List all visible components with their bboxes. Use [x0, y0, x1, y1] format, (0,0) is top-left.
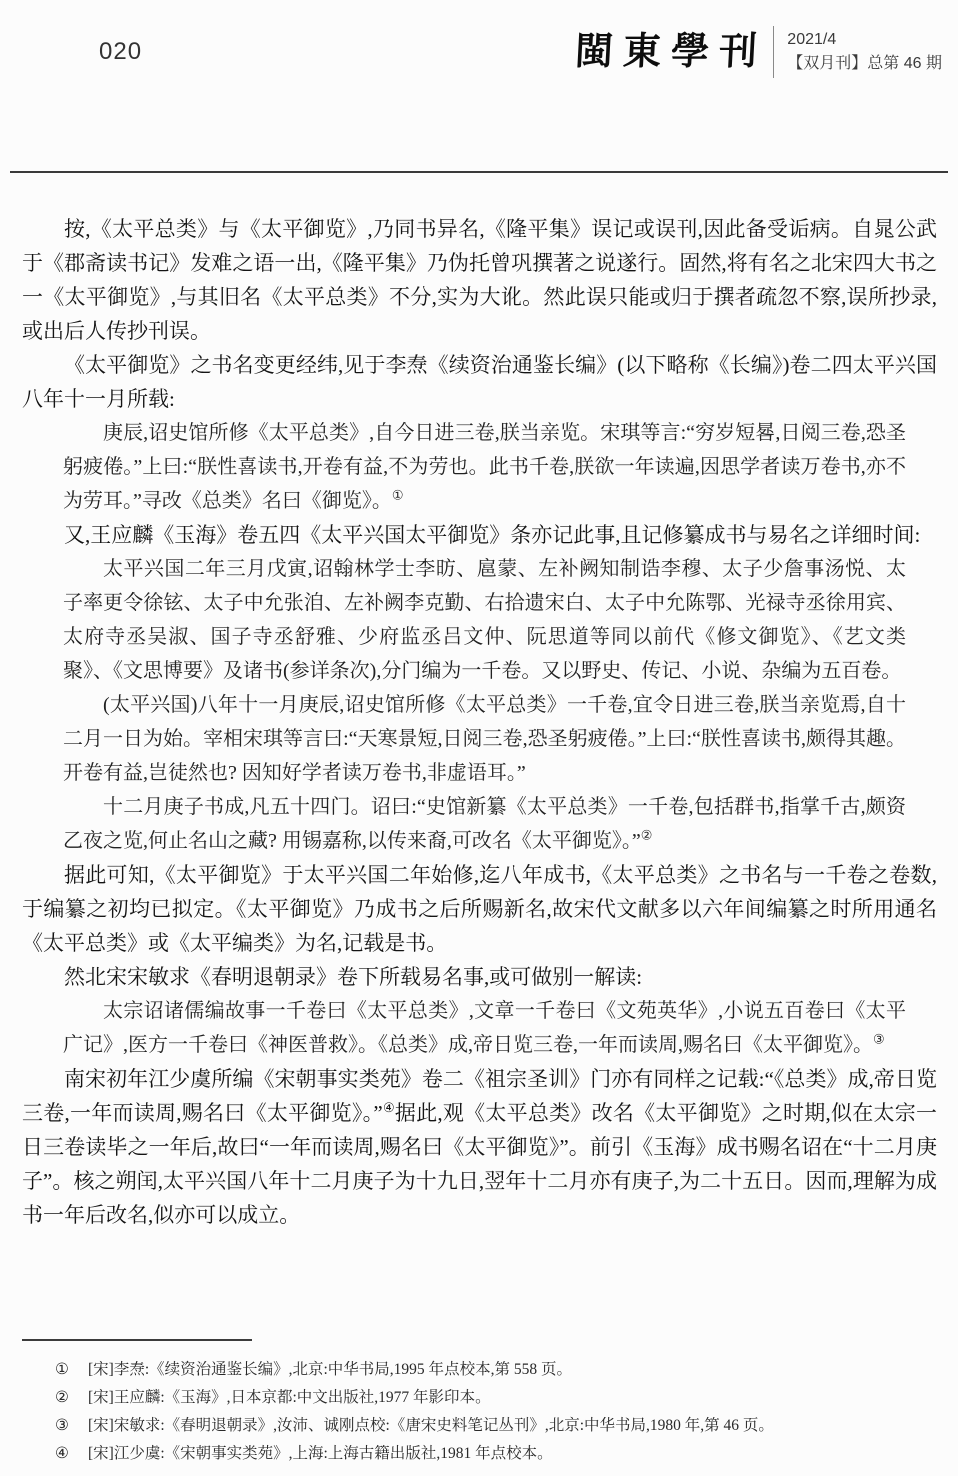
page-number: 020 — [99, 38, 143, 65]
footnote-text: [宋]宋敏求:《春明退朝录》,汝沛、诚刚点校:《唐宋史料笔记丛刊》,北京:中华书局,1980 年,第 46 页。 — [88, 1417, 774, 1434]
footnote-reference: ③ — [873, 1031, 885, 1047]
block-quote-paragraph: 太宗诏诸儒编故事一千卷曰《太平总类》,文章一千卷曰《文苑英华》,小说五百卷曰《太平广记》,医方一千卷曰《神医普救》。《总类》成,帝日览三卷,一年而读周,赐名曰《太平御览》。③ — [63, 1000, 906, 1056]
block-quote-paragraph: 庚辰,诏史馆所修《太平总类》,自今日进三卷,朕当亲览。宋琪等言:“穷岁短晷,日阅三卷,恐圣躬疲倦。”上曰:“朕性喜读书,开卷有益,不为劳也。此书千卷,朕欲一年读遍,因思学者读万卷书,亦不为劳耳。”寻改《总类》名曰《御览》。① — [63, 422, 906, 512]
masthead-divider — [773, 26, 774, 78]
footnote-text: [宋]李焘:《续资治通鉴长编》,北京:中华书局,1995 年点校本,第 558 页。 — [88, 1361, 572, 1378]
footnote-text: [宋]江少虞:《宋朝事实类苑》,上海:上海古籍出版社,1981 年点校本。 — [88, 1445, 553, 1462]
footnote-marker: ③ — [55, 1417, 69, 1434]
footnotes-section — [22, 1356, 937, 1468]
issue-info — [787, 28, 942, 76]
journal-title: 閩東學刊 — [574, 31, 769, 73]
footnote-item — [22, 1412, 937, 1440]
page-header — [0, 0, 958, 110]
block-quote-paragraph: 太平兴国二年三月戊寅,诏翰林学士李昉、扈蒙、左补阙知制诰李穆、太子少詹事汤悦、太子率更令徐铉、太子中允张洎、左补阙李克勤、右拾遗宋白、太子中允陈鄂、光禄寺丞徐用宾、太府寺丞吴淑、国子寺丞舒雅、少府监丞吕文仲、阮思道等同以前代《修文御览》、《艺文类聚》、《文思博要》及诸书(参详条次),分门编为一千卷。又以野史、传记、小说、杂编为五百卷。 — [63, 558, 906, 682]
issue-number: 【双月刊】总第 46 期 — [787, 55, 942, 72]
footnote-item — [22, 1440, 937, 1468]
footnote-reference: ① — [391, 487, 404, 503]
body-paragraph: 按,《太平总类》与《太平御览》,乃同书异名,《隆平集》误记或误刊,因此备受诟病。自晁公武于《郡斋读书记》发难之语一出,《隆平集》乃伪托曾巩撰著之说遂行。固然,将有名之北宋四大书之一《太平御览》,与其旧名《太平总类》不分,实为大讹。然此误只能或归于撰者疏忽不察,误所抄录,或出后人传抄刊误。 — [22, 217, 937, 343]
footnote-reference: ④ — [382, 1100, 395, 1115]
footnote-marker: ④ — [55, 1445, 69, 1462]
footnote-text: [宋]王应麟:《玉海》,日本京都:中文出版社,1977 年影印本。 — [88, 1389, 491, 1406]
footnote-separator — [22, 1339, 252, 1341]
issue-date: 2021/4 — [787, 31, 837, 48]
footnote-marker: ② — [55, 1389, 69, 1406]
journal-masthead — [575, 26, 942, 78]
body-paragraph: 然北宋宋敏求《春明退朝录》卷下所载易名事,或可做别一解读: — [64, 965, 643, 989]
footnote-marker: ① — [55, 1361, 69, 1378]
footnote-item — [22, 1384, 937, 1412]
body-paragraph: 《太平御览》之书名变更经纬,见于李焘《续资治通鉴长编》(以下略称《长编》)卷二四太平兴国八年十一月所载: — [22, 353, 937, 411]
block-quote-paragraph: (太平兴国)八年十一月庚辰,诏史馆所修《太平总类》一千卷,宜令日进三卷,朕当亲览焉,自十二月一日为始。宰相宋琪等言曰:“天寒景短,日阅三卷,恐圣躬疲倦。”上曰:“朕性喜读书,颇得其趣。开卷有益,岂徒然也? 因知好学者读万卷书,非虚语耳。” — [63, 694, 906, 784]
footnote-reference: ② — [640, 827, 653, 843]
article-body — [22, 212, 937, 1232]
footnote-item — [22, 1356, 937, 1384]
header-rule — [10, 171, 948, 173]
block-quote-paragraph: 十二月庚子书成,凡五十四门。诏曰:“史馆新纂《太平总类》一千卷,包括群书,指掌千古,颇资乙夜之览,何止名山之藏? 用锡嘉称,以传来裔,可改名《太平御览》。”② — [63, 796, 906, 852]
body-paragraph: 又,王应麟《玉海》卷五四《太平兴国太平御览》条亦记此事,且记修纂成书与易名之详细时间: — [64, 523, 921, 547]
body-paragraph: 据此可知,《太平御览》于太平兴国二年始修,迄八年成书,《太平总类》之书名与一千卷之卷数,于编纂之初均已拟定。《太平御览》乃成书之后所赐新名,故宋代文献多以六年间编纂之时所用通名《太平总类》或《太平编类》为名,记载是书。 — [22, 863, 937, 955]
body-paragraph: 南宋初年江少虞所编《宋朝事实类苑》卷二《祖宗圣训》门亦有同样之记载:“《总类》成,帝日览三卷,一年而读周,赐名曰《太平御览》。”④据此,观《太平总类》改名《太平御览》之时期,似在太宗一日三卷读毕之一年后,故曰“一年而读周,赐名曰《太平御览》”。前引《玉海》成书赐名诏在“十二月庚子”。核之朔闰,太平兴国八年十二月庚子为十九日,翌年十二月亦有庚子,为二十五日。因而,理解为成书一年后改名,似亦可以成立。 — [22, 1067, 938, 1227]
